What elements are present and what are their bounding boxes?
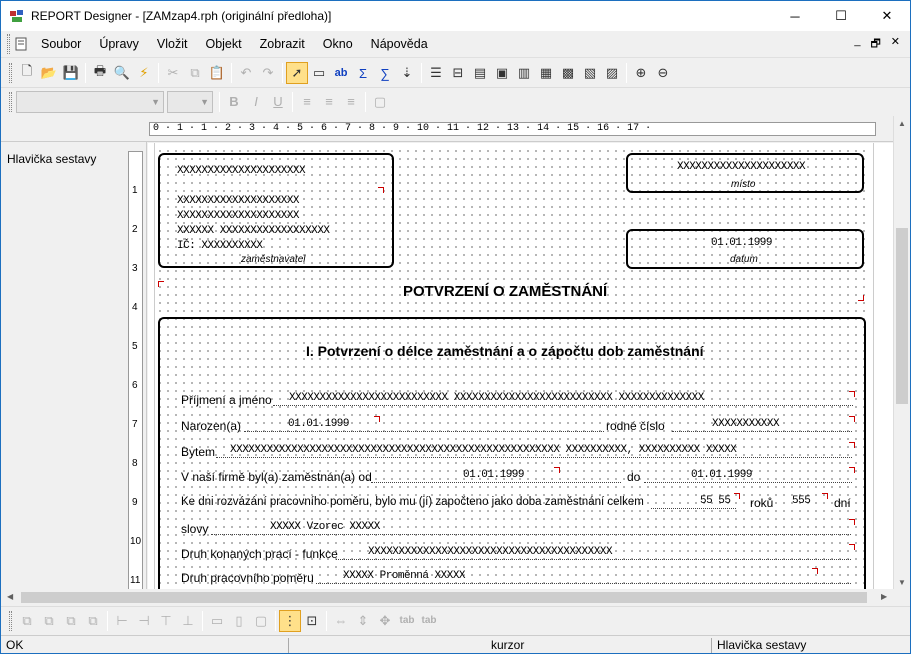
redo-icon[interactable]: ↷ bbox=[262, 65, 274, 80]
employer-ic[interactable]: IČ: XXXXXXXXXX bbox=[177, 240, 263, 252]
vruler-number: 3 bbox=[132, 263, 138, 274]
birthno-label: rodné číslo bbox=[606, 419, 665, 433]
copy-icon[interactable]: ⧉ bbox=[190, 65, 200, 80]
days-value[interactable]: 55 55 bbox=[700, 495, 731, 507]
image-icon[interactable]: ▦ bbox=[539, 65, 553, 80]
dotted-line bbox=[651, 508, 736, 509]
align-bottoms-icon[interactable]: ⊥ bbox=[182, 612, 194, 628]
dotted-line bbox=[672, 431, 852, 432]
ole-icon[interactable]: ▨ bbox=[605, 65, 619, 80]
align-left-edges-icon[interactable]: ⊢ bbox=[116, 612, 128, 628]
app-icon bbox=[9, 8, 25, 24]
words-value[interactable]: XXXXX Vzorec XXXXX bbox=[270, 521, 380, 533]
field-marker bbox=[849, 416, 855, 422]
snap-icon[interactable]: ⊡ bbox=[306, 612, 318, 628]
send-back-icon[interactable]: ⧉ bbox=[44, 612, 54, 628]
vruler-number: 10 bbox=[130, 536, 142, 547]
vruler-number: 9 bbox=[132, 497, 138, 508]
subreport-icon[interactable]: ▣ bbox=[495, 65, 509, 80]
cut-icon[interactable]: ✂ bbox=[167, 65, 179, 80]
maximize-button[interactable]: ☐ bbox=[835, 8, 847, 23]
menu-okno[interactable]: Okno bbox=[322, 37, 353, 51]
new-icon[interactable]: 🗋 bbox=[21, 63, 33, 78]
years-label: roků bbox=[750, 496, 774, 510]
date-value[interactable]: 01.01.1999 bbox=[711, 237, 773, 249]
relation-label: Druh pracovního poměru bbox=[181, 571, 314, 585]
tab-order-reset-icon[interactable]: tab bbox=[421, 615, 437, 626]
employer-caption: zaměstnavatel bbox=[241, 254, 306, 265]
status-bar bbox=[1, 635, 910, 654]
relation-value[interactable]: XXXXX Proměnná XXXXX bbox=[343, 570, 466, 582]
bold-button[interactable]: B bbox=[229, 94, 239, 109]
place-caption: místo bbox=[731, 179, 756, 190]
field-marker bbox=[849, 467, 855, 473]
vruler-number: 6 bbox=[132, 380, 138, 391]
mdi-controls bbox=[854, 35, 910, 54]
detail-icon[interactable]: ▤ bbox=[473, 65, 487, 80]
scroll-up-icon[interactable]: ▲ bbox=[898, 119, 906, 128]
status-divider bbox=[711, 638, 712, 653]
band-panel bbox=[1, 142, 147, 590]
text-icon[interactable]: ab bbox=[334, 67, 348, 79]
years-value[interactable]: 555 bbox=[792, 495, 811, 507]
work-label: Druh konaných prací - funkce bbox=[181, 547, 338, 561]
run-icon[interactable]: ⚡ bbox=[139, 65, 149, 80]
chart-icon[interactable]: ▩ bbox=[561, 65, 575, 80]
same-height-icon[interactable]: ▯ bbox=[235, 612, 243, 628]
center-icon[interactable]: ✥ bbox=[379, 612, 391, 628]
field-marker bbox=[554, 467, 560, 473]
vruler-number: 7 bbox=[132, 419, 138, 430]
dotted-line bbox=[216, 457, 852, 458]
document-icon[interactable] bbox=[14, 37, 28, 51]
employer-line1[interactable]: XXXXXXXXXXXXXXXXXXXX bbox=[177, 195, 300, 207]
layout-toolbar bbox=[1, 606, 910, 634]
name-value[interactable]: XXXXXXXXXXXXXXXXXXXXXXXXXX XXXXXXXXXXXXXXXXXXXXXXXXXX XXXXXXXXXXXXXX bbox=[289, 392, 704, 404]
menu-soubor[interactable]: Soubor bbox=[41, 37, 82, 51]
horizontal-scroll-thumb[interactable] bbox=[21, 592, 867, 603]
field-marker bbox=[849, 544, 855, 550]
field-marker bbox=[812, 568, 818, 574]
vruler-number: 4 bbox=[132, 302, 138, 313]
ungroup-icon[interactable]: ⧉ bbox=[88, 612, 98, 628]
address-value[interactable]: XXXXXXXXXXXXXXXXXXXXXXXXXXXXXXXXXXXXXXXXXXXXXXXXXXXXXX XXXXXXXXXX, XXXXXXXXXX XXXXX bbox=[230, 444, 737, 456]
scroll-right-icon[interactable]: ▶ bbox=[881, 592, 888, 601]
birthno-value[interactable]: XXXXXXXXXXX bbox=[712, 418, 780, 430]
undo-icon[interactable]: ↶ bbox=[240, 65, 252, 80]
menu-upravy[interactable]: Úpravy bbox=[99, 37, 139, 51]
tab-order-icon[interactable]: tab bbox=[399, 615, 415, 626]
menu-bar bbox=[1, 31, 910, 58]
align-centers-icon[interactable]: ⊣ bbox=[138, 612, 150, 628]
vruler-number: 2 bbox=[132, 224, 138, 235]
mdi-minimize-button[interactable]: _ bbox=[854, 34, 861, 47]
main-toolbar bbox=[1, 59, 910, 87]
report-page[interactable] bbox=[156, 147, 868, 591]
dotted-line bbox=[371, 482, 621, 483]
zoom-in-icon[interactable]: ⊕ bbox=[635, 65, 647, 80]
align-center-icon[interactable]: ≡ bbox=[325, 94, 333, 109]
status-band: Hlavička sestavy bbox=[717, 638, 807, 652]
field-marker bbox=[858, 295, 864, 301]
employer-line2[interactable]: XXXXXXXXXXXXXXXXXXXX bbox=[177, 210, 300, 222]
dotted-line bbox=[316, 583, 851, 584]
status-state: OK bbox=[6, 638, 24, 652]
pointer-icon[interactable]: ➚ bbox=[286, 62, 308, 84]
grip-icon[interactable] bbox=[7, 34, 10, 54]
space-vertical-icon[interactable]: ⇕ bbox=[357, 612, 369, 628]
band-label[interactable]: Hlavička sestavy bbox=[7, 152, 97, 166]
status-divider bbox=[288, 638, 289, 653]
date-caption: datum bbox=[730, 254, 758, 265]
format-toolbar bbox=[1, 87, 910, 115]
field-marker bbox=[378, 187, 384, 193]
employer-line3[interactable]: XXXXXX XXXXXXXXXXXXXXXXXX bbox=[177, 225, 330, 237]
line-icon[interactable]: ⇣ bbox=[401, 65, 413, 80]
work-value[interactable]: XXXXXXXXXXXXXXXXXXXXXXXXXXXXXXXXXXXXXXXX bbox=[368, 546, 613, 558]
same-size-icon[interactable]: ▢ bbox=[254, 612, 268, 628]
vruler-number: 11 bbox=[130, 575, 141, 586]
days-unit-label: dní bbox=[834, 496, 851, 510]
align-left-icon[interactable]: ≡ bbox=[303, 94, 311, 109]
employed-to-label: do bbox=[627, 470, 641, 484]
close-button[interactable]: ✕ bbox=[881, 8, 893, 23]
band-icon[interactable]: ☰ bbox=[430, 65, 442, 80]
page-title[interactable]: POTVRZENÍ O ZAMĚSTNÁNÍ bbox=[403, 283, 608, 300]
vruler-number: 8 bbox=[132, 458, 138, 469]
field-marker bbox=[849, 442, 855, 448]
dotted-line bbox=[273, 405, 853, 406]
horizontal-scrollbar[interactable] bbox=[1, 589, 910, 606]
save-icon[interactable]: 💾 bbox=[62, 65, 80, 80]
graph-icon[interactable]: ▧ bbox=[583, 65, 597, 80]
field-marker bbox=[158, 281, 164, 287]
properties-icon[interactable]: ▢ bbox=[373, 93, 387, 109]
mdi-close-button[interactable]: ✕ bbox=[890, 35, 900, 48]
field-marker bbox=[734, 493, 740, 499]
scroll-down-icon[interactable]: ▼ bbox=[898, 578, 906, 587]
field-icon[interactable]: ▭ bbox=[312, 65, 326, 80]
print-icon[interactable]: 🖶 bbox=[93, 63, 107, 78]
grip-icon[interactable] bbox=[9, 611, 12, 631]
section-title[interactable]: I. Potvrzení o délce zaměstnání a o zápočtu dob zaměstnání bbox=[306, 343, 704, 359]
vertical-scroll-thumb[interactable] bbox=[896, 228, 908, 404]
place-value[interactable]: XXXXXXXXXXXXXXXXXXXXX bbox=[677, 161, 806, 173]
underline-button[interactable]: U bbox=[273, 94, 283, 109]
field-marker bbox=[822, 493, 828, 499]
employer-name[interactable]: XXXXXXXXXXXXXXXXXXXXX bbox=[177, 165, 306, 177]
vertical-scrollbar[interactable] bbox=[893, 116, 910, 591]
menu-napoveda[interactable]: Nápověda bbox=[370, 37, 428, 51]
ruler-area bbox=[1, 116, 893, 142]
dotted-line bbox=[336, 559, 851, 560]
dotted-line bbox=[244, 431, 604, 432]
scroll-left-icon[interactable]: ◀ bbox=[7, 592, 14, 601]
align-tops-icon[interactable]: ⊤ bbox=[160, 612, 172, 628]
formula-icon[interactable]: ∑ bbox=[380, 65, 390, 81]
employed-label: V naší firmě byl(a) zaměstnán(a) od bbox=[181, 470, 372, 484]
mdi-restore-button[interactable]: 🗗 bbox=[870, 37, 881, 50]
field-marker bbox=[849, 391, 855, 397]
menu-objekt[interactable]: Objekt bbox=[205, 37, 242, 51]
italic-button[interactable]: I bbox=[254, 94, 258, 109]
open-icon[interactable]: 📂 bbox=[40, 65, 58, 80]
report-canvas[interactable] bbox=[148, 143, 893, 591]
align-right-icon[interactable]: ≡ bbox=[347, 94, 355, 109]
font-name-select[interactable]: ▼ bbox=[16, 91, 164, 113]
group-objects-icon[interactable]: ⧉ bbox=[66, 612, 76, 628]
sum-icon[interactable]: Σ bbox=[358, 65, 368, 81]
grip-icon[interactable] bbox=[9, 63, 12, 83]
horizontal-ruler: 0 · 1 · 1 · 2 · 3 · 4 · 5 · 6 · 7 · 8 · 9 · 10 · 11 · 12 · 13 · 14 · 15 · 16 · 17 · bbox=[149, 122, 876, 136]
title-bar bbox=[1, 1, 910, 31]
born-label: Narozen(a) bbox=[181, 419, 242, 433]
address-label: Bytem bbox=[181, 445, 216, 459]
dotted-line bbox=[644, 482, 852, 483]
print-preview-icon[interactable]: 🔍 bbox=[113, 65, 131, 80]
field-marker bbox=[374, 416, 380, 422]
vruler-number: 5 bbox=[132, 341, 138, 352]
days-label: Ke dni rozvázání pracovního poměru, bylo mu (jí) započteno jako doba zaměstnání celkem bbox=[181, 496, 644, 508]
bring-front-icon[interactable]: ⧉ bbox=[22, 612, 32, 628]
vertical-ruler bbox=[128, 151, 143, 591]
group-icon[interactable]: ⊟ bbox=[452, 65, 464, 80]
born-value[interactable]: 01.01.1999 bbox=[288, 418, 350, 430]
vruler-number: 1 bbox=[132, 185, 138, 196]
barcode-icon[interactable]: ▥ bbox=[517, 65, 531, 80]
space-horizontal-icon[interactable]: ⇔ bbox=[334, 613, 348, 628]
menu-vlozit[interactable]: Vložit bbox=[156, 37, 188, 51]
paste-icon[interactable]: 📋 bbox=[208, 65, 226, 80]
words-label: slovy bbox=[181, 522, 209, 536]
grid-icon[interactable]: ⋮ bbox=[279, 610, 301, 632]
field-marker bbox=[849, 519, 855, 525]
employed-from-value[interactable]: 01.01.1999 bbox=[463, 469, 525, 481]
menu-zobrazit[interactable]: Zobrazit bbox=[259, 37, 305, 51]
window-title: REPORT Designer - [ZAMzap4.rph (originální předloha)] bbox=[31, 9, 332, 23]
font-size-select[interactable]: ▼ bbox=[167, 91, 213, 113]
employed-to-value[interactable]: 01.01.1999 bbox=[691, 469, 753, 481]
same-width-icon[interactable]: ▭ bbox=[210, 612, 224, 628]
dotted-line bbox=[211, 534, 851, 535]
minimize-button[interactable]: ─ bbox=[790, 8, 800, 24]
name-label: Příjmení a jméno bbox=[181, 393, 272, 407]
status-cursor: kurzor bbox=[491, 638, 525, 652]
grip-icon[interactable] bbox=[9, 92, 12, 112]
zoom-out-icon[interactable]: ⊖ bbox=[657, 65, 669, 80]
